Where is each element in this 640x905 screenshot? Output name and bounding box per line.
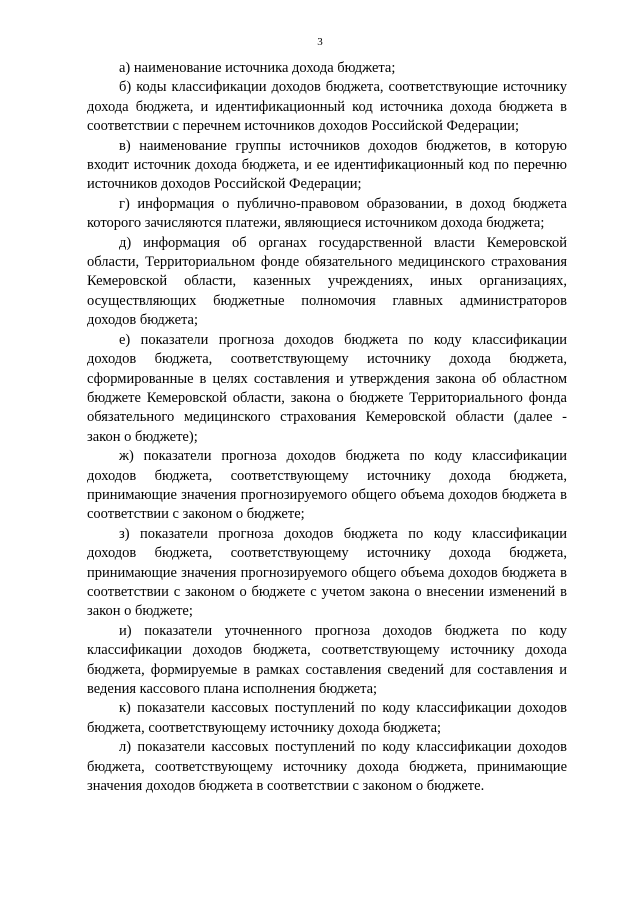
list-item-a: а) наименование источника дохода бюджета; [119, 60, 396, 76]
list-item-g: г) информация о публично-правовом образовании, в доход бюджета которого зачисляются платежи, являющиеся источником дохода бюджета; [87, 195, 567, 232]
list-item-k: к) показатели кассовых поступлений по коду классификации доходов бюджета, соответствующему источнику дохода бюджета; [87, 700, 567, 736]
list-item-e: е) показатели прогноза доходов бюджета по коду классификации доходов бюджета, соответствующему источнику дохода бюджета, сформированные в целях составления и утверждения закона об областном бюджете Кемеровской области, закона о бюджете Территориального фонда обязательного медицинского страхования Кемеровской области (далее - закон о бюджете); [87, 331, 567, 445]
list-item-v: в) наименование группы источников доходов бюджетов, в которую входит источник дохода бюджета, и ее идентификационный код по перечню источников доходов Российской Федерации; [87, 137, 567, 193]
list-item-l: л) показатели кассовых поступлений по коду классификации доходов бюджета, соответствующему источнику дохода бюджета, принимающие значения доходов бюджета в соответствии с законом о бюджете. [87, 739, 567, 795]
list-item-b: б) коды классификации доходов бюджета, соответствующие источнику дохода бюджета, и идентификационный код источника дохода бюджета в соответствии с перечнем источников доходов Российской Федерации; [87, 79, 567, 135]
page-number: 3 [317, 36, 323, 48]
document-body [87, 59, 567, 796]
list-item-z: з) показатели прогноза доходов бюджета по коду классификации доходов бюджета, соответствующему источнику дохода бюджета, принимающие значения прогнозируемого общего объема доходов бюджета в соответствии с законом о бюджете с учетом закона о внесении изменений в закон о бюджете; [87, 525, 567, 620]
list-item-d: д) информация об органах государственной власти Кемеровской области, Территориальном фонде обязательного медицинского страхования Кемеровской области, казенных учреждениях, иных организациях, осуществляющих бюджетные полномочия главных администраторов доходов бюджета; [87, 234, 567, 329]
list-item-zh: ж) показатели прогноза доходов бюджета по коду классификации доходов бюджета, соответствующему источнику дохода бюджета, принимающие значения прогнозируемого общего объема доходов бюджета в соответствии с законом о бюджете; [87, 448, 567, 523]
list-item-i: и) показатели уточненного прогноза доходов бюджета по коду классификации доходов бюджета, соответствующему источнику дохода бюджета, формируемые в рамках составления сведений для составления и ведения кассового плана исполнения бюджета; [87, 622, 567, 697]
